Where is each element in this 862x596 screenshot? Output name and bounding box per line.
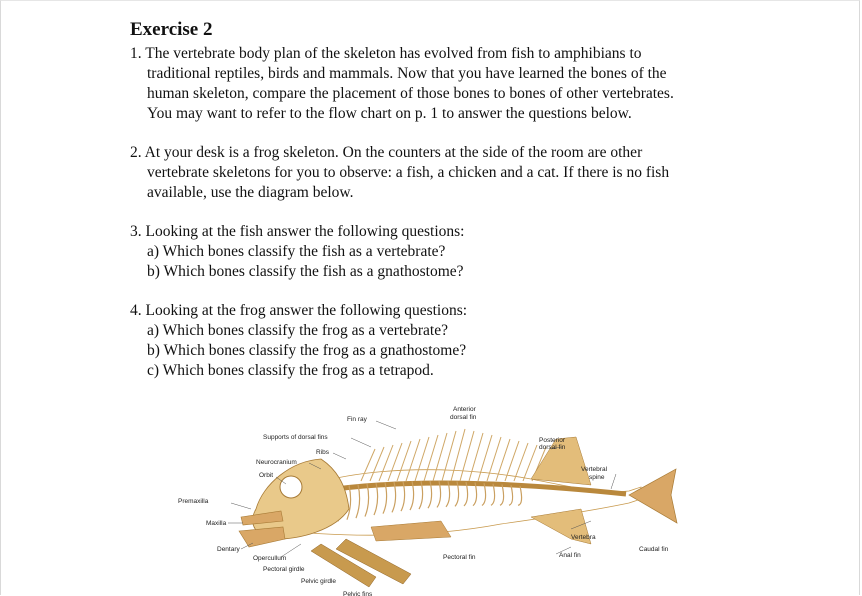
caudal-fin-shape bbox=[629, 469, 677, 523]
label-posterior-dorsal-fin: Posterior bbox=[539, 437, 566, 444]
label-pelvic-fins: Pelvic fins bbox=[343, 591, 373, 596]
rib-bone bbox=[482, 483, 486, 505]
leader-line bbox=[231, 503, 251, 509]
label-premaxilla: Premaxilla bbox=[178, 498, 209, 505]
dorsal-spines-group bbox=[361, 429, 546, 481]
label-posterior-dorsal-fin: dorsal fin bbox=[539, 444, 566, 451]
diagram-labels bbox=[178, 406, 669, 596]
fish-skeleton-drawing bbox=[239, 429, 677, 587]
exercise-title: Exercise 2 bbox=[130, 19, 213, 40]
label-opercullum: Opercullum bbox=[253, 555, 287, 562]
question-line: 4. Looking at the frog answer the following questions: bbox=[130, 302, 468, 319]
label-maxilla: Maxilla bbox=[206, 520, 227, 527]
dorsal-spine bbox=[415, 437, 429, 481]
question-2 bbox=[130, 143, 770, 203]
label-orbit: Orbit bbox=[259, 472, 274, 479]
dorsal-spine bbox=[451, 429, 465, 481]
label-pelvic-girdle: Pelvic girdle bbox=[301, 578, 337, 585]
dorsal-spine bbox=[442, 431, 456, 481]
dorsal-spine bbox=[424, 435, 438, 481]
leader-line bbox=[333, 453, 346, 459]
label-ribs: Ribs bbox=[316, 449, 330, 456]
leader-line bbox=[611, 474, 616, 489]
dorsal-spine bbox=[388, 443, 402, 481]
dorsal-spine bbox=[433, 433, 447, 481]
leader-line bbox=[351, 438, 371, 447]
question-line: b) Which bones classify the fish as a gnathostome? bbox=[147, 263, 464, 280]
question-line: 3. Looking at the fish answer the following questions: bbox=[130, 223, 465, 240]
rib-bone bbox=[491, 484, 495, 506]
dorsal-spine bbox=[397, 441, 411, 481]
question-line: c) Which bones classify the frog as a tetrapod. bbox=[147, 362, 434, 379]
label-dentary: Dentary bbox=[217, 546, 240, 553]
label-vertebra: Vertebra bbox=[571, 534, 596, 541]
pectoral-fin-shape bbox=[371, 521, 451, 541]
label-pectoral-fin: Pectoral fin bbox=[443, 554, 476, 561]
label-vertebral-spine: Vertebral bbox=[581, 466, 608, 473]
dorsal-spine bbox=[406, 439, 420, 481]
question-line: a) Which bones classify the fish as a vertebrate? bbox=[147, 243, 446, 260]
fish-skeleton-svg bbox=[171, 399, 691, 596]
question-line: available, use the diagram below. bbox=[147, 184, 354, 201]
label-fin-ray: Fin ray bbox=[347, 416, 367, 423]
question-line: 2. At your desk is a frog skeleton. On the counters at the side of the room are other bbox=[130, 144, 643, 161]
question-line: human skeleton, compare the placement of those bones to bones of other vertebrates. bbox=[147, 85, 674, 102]
exercise-content bbox=[130, 19, 770, 400]
label-neurocranium: Neurocranium bbox=[256, 459, 297, 466]
dorsal-spine bbox=[370, 447, 384, 481]
label-anterior-dorsal-fin: Anterior bbox=[453, 406, 476, 413]
question-line: vertebrate skeletons for you to observe: a fish, a chicken and a cat. If there is no fish bbox=[147, 164, 670, 181]
question-line: 1. The vertebrate body plan of the skeleton has evolved from fish to amphibians to bbox=[130, 45, 642, 62]
rib-bone bbox=[365, 484, 369, 517]
rib-bone bbox=[356, 485, 360, 519]
question-3 bbox=[130, 222, 770, 282]
question-4 bbox=[130, 301, 770, 381]
question-line: a) Which bones classify the frog as a vertebrate? bbox=[147, 322, 448, 339]
label-caudal-fin: Caudal fin bbox=[639, 546, 669, 553]
fish-skeleton-diagram bbox=[171, 399, 691, 596]
rib-bone bbox=[509, 485, 513, 505]
orbit-shape bbox=[280, 476, 302, 498]
rib-bone bbox=[518, 486, 522, 505]
label-vertebral-spine: spine bbox=[589, 474, 605, 481]
label-pectoral-girdle: Pectoral girdle bbox=[263, 566, 305, 573]
question-line: You may want to refer to the flow chart on p. 1 to answer the questions below. bbox=[147, 105, 632, 122]
dorsal-spine bbox=[361, 449, 375, 481]
lower-jaw bbox=[239, 527, 285, 547]
label-supports-dorsal-fins: Supports of dorsal fins bbox=[263, 434, 328, 441]
leader-line bbox=[376, 421, 396, 429]
question-1 bbox=[130, 44, 770, 124]
dorsal-spine bbox=[379, 445, 393, 481]
label-anterior-dorsal-fin: dorsal fin bbox=[450, 414, 477, 421]
question-line: traditional reptiles, birds and mammals. Now that you have learned the bones of the bbox=[147, 65, 667, 82]
label-anal-fin: Anal fin bbox=[559, 552, 581, 559]
rib-bone bbox=[374, 483, 378, 515]
question-line: b) Which bones classify the frog as a gnathostome? bbox=[147, 342, 467, 359]
rib-bone bbox=[500, 485, 504, 506]
